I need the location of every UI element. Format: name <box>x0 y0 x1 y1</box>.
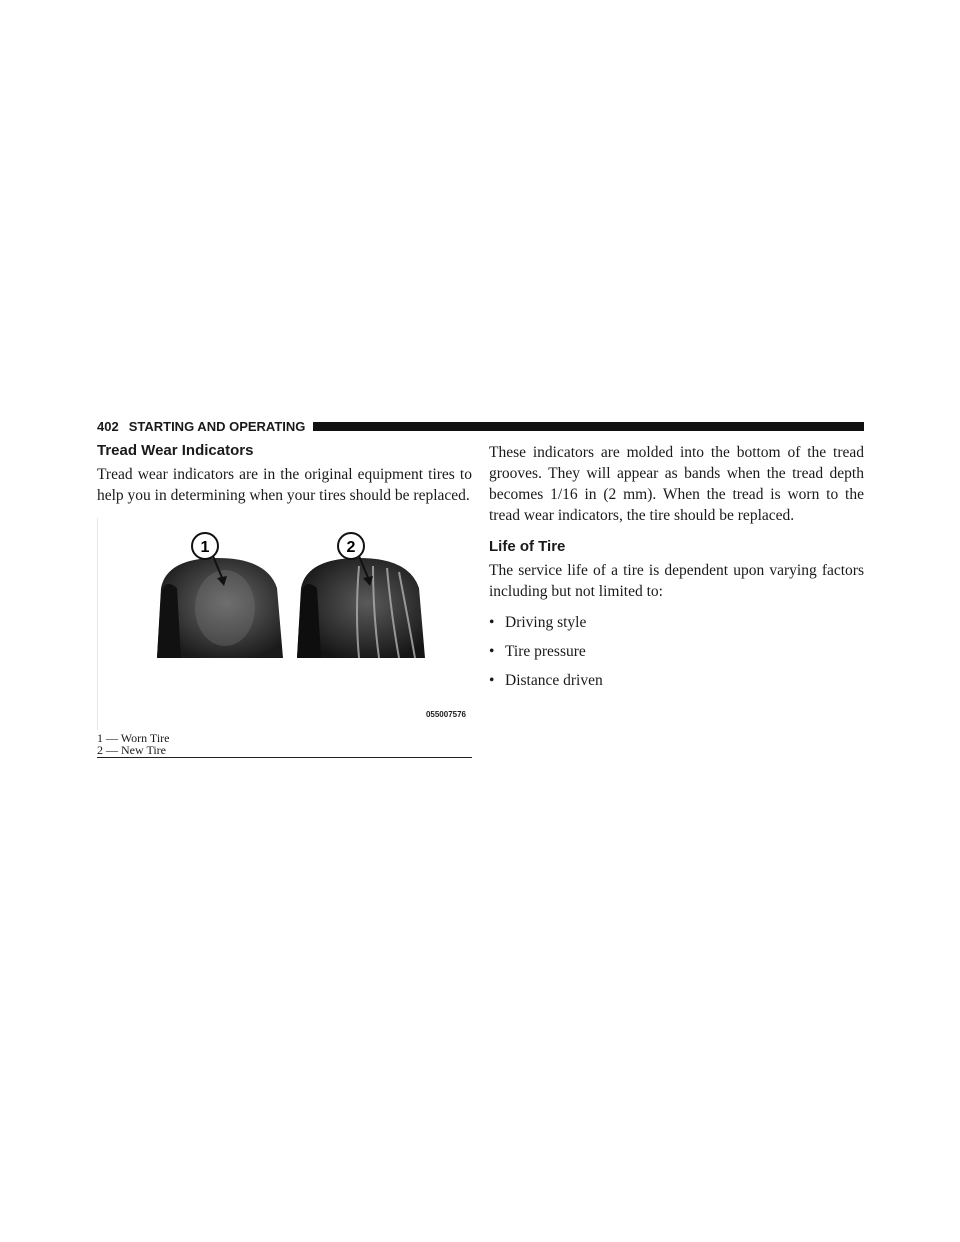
tire-illustration <box>97 518 472 730</box>
right-column <box>489 442 864 699</box>
heading-life-of-tire: Life of Tire <box>489 538 566 555</box>
svg-text:2: 2 <box>346 539 356 556</box>
figure-code: 055007576 <box>425 710 466 719</box>
caption-new-tire: 2 — New Tire <box>97 743 167 757</box>
list-item: • Driving style <box>489 614 587 631</box>
section-title: STARTING AND OPERATING <box>128 419 306 434</box>
page-header <box>97 418 864 435</box>
factor-list <box>489 612 864 691</box>
heading-tread-wear-indicators: Tread Wear Indicators <box>97 442 254 459</box>
page-number: 402 <box>97 419 119 434</box>
caption-rule <box>97 757 472 758</box>
caption-worn-tire: 1 — Worn Tire <box>97 731 170 745</box>
paragraph-indicators: These indicators are molded into the bottom of the tread grooves. They will appear as bands when the tread depth becomes 1/16 in (2 mm). When the tread is worn to the tread wear indicators, the tire should be replaced. <box>489 444 864 524</box>
header-rule <box>313 422 864 431</box>
list-item: • Distance driven <box>489 672 603 689</box>
paragraph-service-life: The service life of a tire is dependent upon varying factors including but not limited to: <box>489 562 864 600</box>
paragraph-tread-intro: Tread wear indicators are in the original equipment tires to help you in determining when your tires should be replaced. <box>97 466 472 504</box>
figure-captions <box>97 732 472 756</box>
left-column <box>97 442 472 758</box>
list-item: • Tire pressure <box>489 643 586 660</box>
svg-text:1: 1 <box>200 539 210 556</box>
new-tire <box>297 558 425 658</box>
tire-figure <box>97 518 472 730</box>
